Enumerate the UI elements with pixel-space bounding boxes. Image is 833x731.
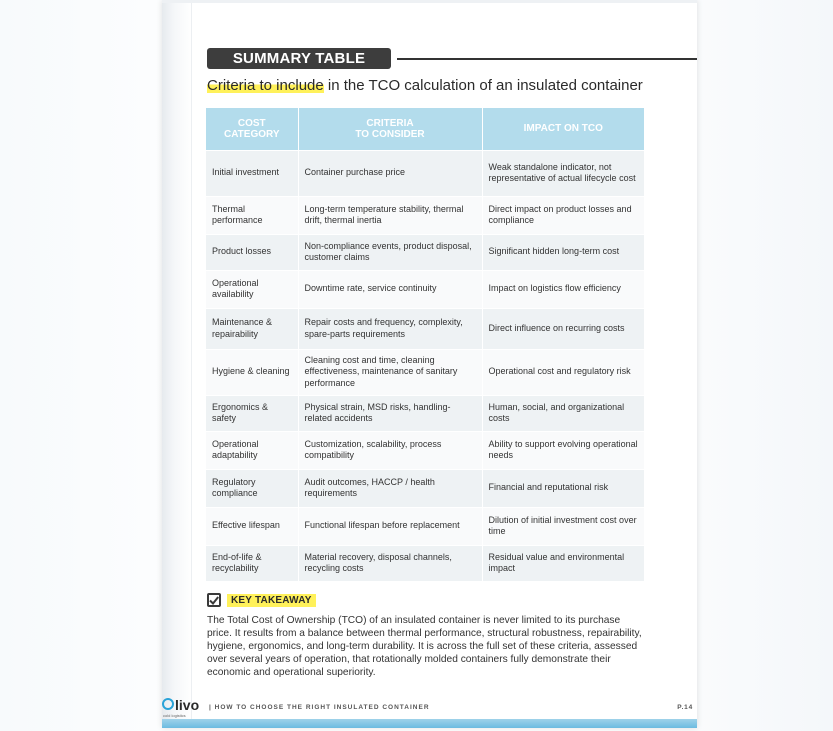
- cell-impact: Significant hidden long-term cost: [482, 234, 644, 270]
- cell-impact: Impact on logistics flow efficiency: [482, 270, 644, 308]
- bottom-band: [162, 719, 697, 728]
- table-row: [206, 308, 644, 349]
- cell-criteria: Material recovery, disposal channels, recycling costs: [298, 545, 482, 581]
- key-takeaway: [207, 592, 316, 608]
- cell-criteria: Cleaning cost and time, cleaning effectiveness, maintenance of sanitary performance: [298, 349, 482, 395]
- table-row: [206, 234, 644, 270]
- cell-cost-category: Ergonomics & safety: [206, 395, 298, 431]
- cell-impact: Direct influence on recurring costs: [482, 308, 644, 349]
- cell-impact: Weak standalone indicator, not representative of actual lifecycle cost: [482, 150, 644, 196]
- cell-cost-category: Effective lifespan: [206, 507, 298, 545]
- header-impact: IMPACT ON TCO: [482, 108, 644, 150]
- table-row: [206, 469, 644, 507]
- cell-impact: Human, social, and organizational costs: [482, 395, 644, 431]
- table-row: [206, 395, 644, 431]
- cell-cost-category: End-of-life & recyclability: [206, 545, 298, 581]
- page-number: P.14: [677, 704, 693, 711]
- cell-impact: Financial and reputational risk: [482, 469, 644, 507]
- cell-criteria: Physical strain, MSD risks, handling-related accidents: [298, 395, 482, 431]
- page-spine: [162, 0, 192, 728]
- footer-title: | HOW TO CHOOSE THE RIGHT INSULATED CONTAINER: [209, 704, 430, 711]
- cell-impact: Residual value and environmental impact: [482, 545, 644, 581]
- table-header-row: [206, 108, 644, 150]
- cell-impact: Direct impact on product losses and compliance: [482, 196, 644, 234]
- cell-cost-category: Maintenance & repairability: [206, 308, 298, 349]
- cell-criteria: Customization, scalability, process compatibility: [298, 431, 482, 469]
- document-page: [162, 0, 697, 728]
- checkbox-icon: [207, 593, 221, 607]
- table-row: [206, 349, 644, 395]
- table-row: [206, 431, 644, 469]
- section-title: SUMMARY TABLE: [207, 48, 391, 69]
- olivo-logo: livo cold logistics: [163, 697, 200, 718]
- cell-cost-category: Regulatory compliance: [206, 469, 298, 507]
- table-body: [206, 150, 644, 581]
- cell-criteria: Non-compliance events, product disposal, customer claims: [298, 234, 482, 270]
- cell-cost-category: Thermal performance: [206, 196, 298, 234]
- table-row: [206, 507, 644, 545]
- takeaway-text: The Total Cost of Ownership (TCO) of an insulated container is never limited to its purchase price. It results from a balance between thermal performance, structural robustness, repairability, hygiene, ergonomics, and long-term durability. It is across the full set of these criteria, assessed over several years of operation, that rotationally molded containers fully demonstrate their economic and operational superiority.: [207, 615, 642, 678]
- cell-criteria: Long-term temperature stability, thermal drift, thermal inertia: [298, 196, 482, 234]
- summary-table: [206, 108, 644, 581]
- cell-criteria: Audit outcomes, HACCP / health requirements: [298, 469, 482, 507]
- subtitle-highlight: Criteria to include: [207, 77, 324, 94]
- cell-impact: Dilution of initial investment cost over time: [482, 507, 644, 545]
- cell-criteria: Repair costs and frequency, complexity, spare-parts requirements: [298, 308, 482, 349]
- table-row: [206, 196, 644, 234]
- cell-cost-category: Operational availability: [206, 270, 298, 308]
- table-row: [206, 270, 644, 308]
- takeaway-label: KEY TAKEAWAY: [227, 594, 316, 607]
- cell-cost-category: Initial investment: [206, 150, 298, 196]
- header-cost-category: COST CATEGORY: [206, 108, 298, 150]
- table-row: [206, 150, 644, 196]
- cell-criteria: Downtime rate, service continuity: [298, 270, 482, 308]
- cell-impact: Operational cost and regulatory risk: [482, 349, 644, 395]
- cell-criteria: Container purchase price: [298, 150, 482, 196]
- title-rule: [397, 58, 697, 60]
- table-row: [206, 545, 644, 581]
- subtitle-rest: in the TCO calculation of an insulated container: [323, 77, 643, 94]
- page-subtitle: [207, 77, 687, 94]
- cell-cost-category: Hygiene & cleaning: [206, 349, 298, 395]
- cell-impact: Ability to support evolving operational needs: [482, 431, 644, 469]
- header-criteria: CRITERIA TO CONSIDER: [298, 108, 482, 150]
- cell-criteria: Functional lifespan before replacement: [298, 507, 482, 545]
- cell-cost-category: Product losses: [206, 234, 298, 270]
- cell-cost-category: Operational adaptability: [206, 431, 298, 469]
- logo-o-icon: [162, 698, 174, 710]
